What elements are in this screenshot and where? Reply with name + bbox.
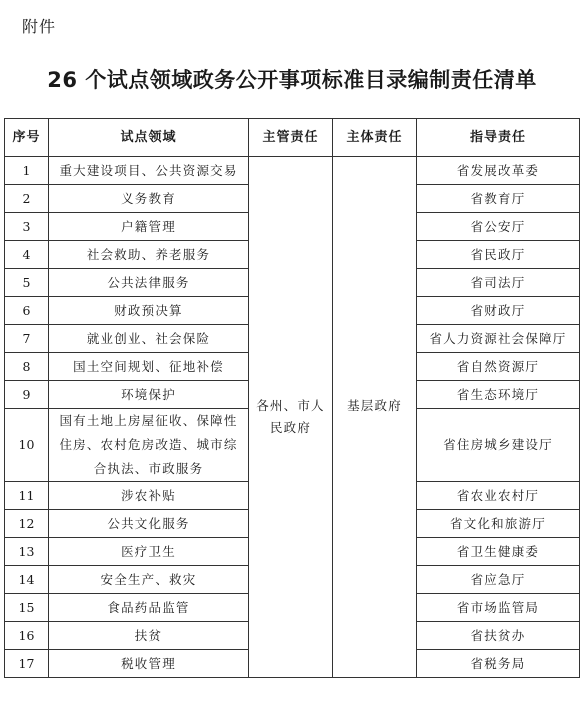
pilot-field: 扶贫 <box>49 622 249 650</box>
pilot-field: 涉农补贴 <box>49 482 249 510</box>
competent-responsibility-cell <box>249 157 333 678</box>
responsibility-table <box>4 118 580 678</box>
row-number: 3 <box>5 213 49 241</box>
guide-responsibility: 省农业农村厅 <box>417 482 580 510</box>
row-number: 1 <box>5 157 49 185</box>
pilot-field: 义务教育 <box>49 185 249 213</box>
subject-responsibility-cell <box>333 157 417 678</box>
column-header-no: 序号 <box>5 119 49 157</box>
guide-responsibility: 省财政厅 <box>417 297 580 325</box>
column-header-subject: 主体责任 <box>333 119 417 157</box>
row-number: 14 <box>5 566 49 594</box>
guide-responsibility: 省税务局 <box>417 650 580 678</box>
pilot-field: 国有土地上房屋征收、保障性住房、农村危房改造、城市综合执法、市政服务 <box>49 409 249 482</box>
table-row <box>5 157 580 185</box>
pilot-field: 医疗卫生 <box>49 538 249 566</box>
guide-responsibility: 省生态环境厅 <box>417 381 580 409</box>
pilot-field: 社会救助、养老服务 <box>49 241 249 269</box>
pilot-field: 国土空间规划、征地补偿 <box>49 353 249 381</box>
guide-responsibility: 省市场监管局 <box>417 594 580 622</box>
row-number: 9 <box>5 381 49 409</box>
pilot-field: 环境保护 <box>49 381 249 409</box>
guide-responsibility: 省人力资源社会保障厅 <box>417 325 580 353</box>
row-number: 5 <box>5 269 49 297</box>
row-number: 12 <box>5 510 49 538</box>
pilot-field: 安全生产、救灾 <box>49 566 249 594</box>
guide-responsibility: 省扶贫办 <box>417 622 580 650</box>
guide-responsibility: 省发展改革委 <box>417 157 580 185</box>
row-number: 11 <box>5 482 49 510</box>
subject-responsibility-text: 基层政府 <box>347 398 402 413</box>
guide-responsibility: 省应急厅 <box>417 566 580 594</box>
document-title: 26 个试点领域政务公开事项标准目录编制责任清单 <box>47 68 537 92</box>
pilot-field: 食品药品监管 <box>49 594 249 622</box>
row-number: 6 <box>5 297 49 325</box>
row-number: 17 <box>5 650 49 678</box>
guide-responsibility: 省公安厅 <box>417 213 580 241</box>
row-number: 13 <box>5 538 49 566</box>
row-number: 8 <box>5 353 49 381</box>
guide-responsibility: 省文化和旅游厅 <box>417 510 580 538</box>
column-header-competent: 主管责任 <box>249 119 333 157</box>
guide-responsibility: 省教育厅 <box>417 185 580 213</box>
attachment-label: 附件 <box>22 17 57 36</box>
pilot-field: 重大建设项目、公共资源交易 <box>49 157 249 185</box>
row-number: 10 <box>5 409 49 482</box>
row-number: 16 <box>5 622 49 650</box>
row-number: 4 <box>5 241 49 269</box>
pilot-field: 户籍管理 <box>49 213 249 241</box>
pilot-field: 公共法律服务 <box>49 269 249 297</box>
pilot-field: 就业创业、社会保险 <box>49 325 249 353</box>
guide-responsibility: 省卫生健康委 <box>417 538 580 566</box>
row-number: 2 <box>5 185 49 213</box>
pilot-field: 财政预决算 <box>49 297 249 325</box>
pilot-field: 税收管理 <box>49 650 249 678</box>
guide-responsibility: 省民政厅 <box>417 241 580 269</box>
column-header-guide: 指导责任 <box>417 119 580 157</box>
guide-responsibility: 省司法厅 <box>417 269 580 297</box>
column-header-field: 试点领域 <box>49 119 249 157</box>
guide-responsibility: 省自然资源厅 <box>417 353 580 381</box>
competent-responsibility-text: 各州、市人民政府 <box>256 398 325 435</box>
guide-responsibility: 省住房城乡建设厅 <box>417 409 580 482</box>
row-number: 15 <box>5 594 49 622</box>
pilot-field: 公共文化服务 <box>49 510 249 538</box>
row-number: 7 <box>5 325 49 353</box>
